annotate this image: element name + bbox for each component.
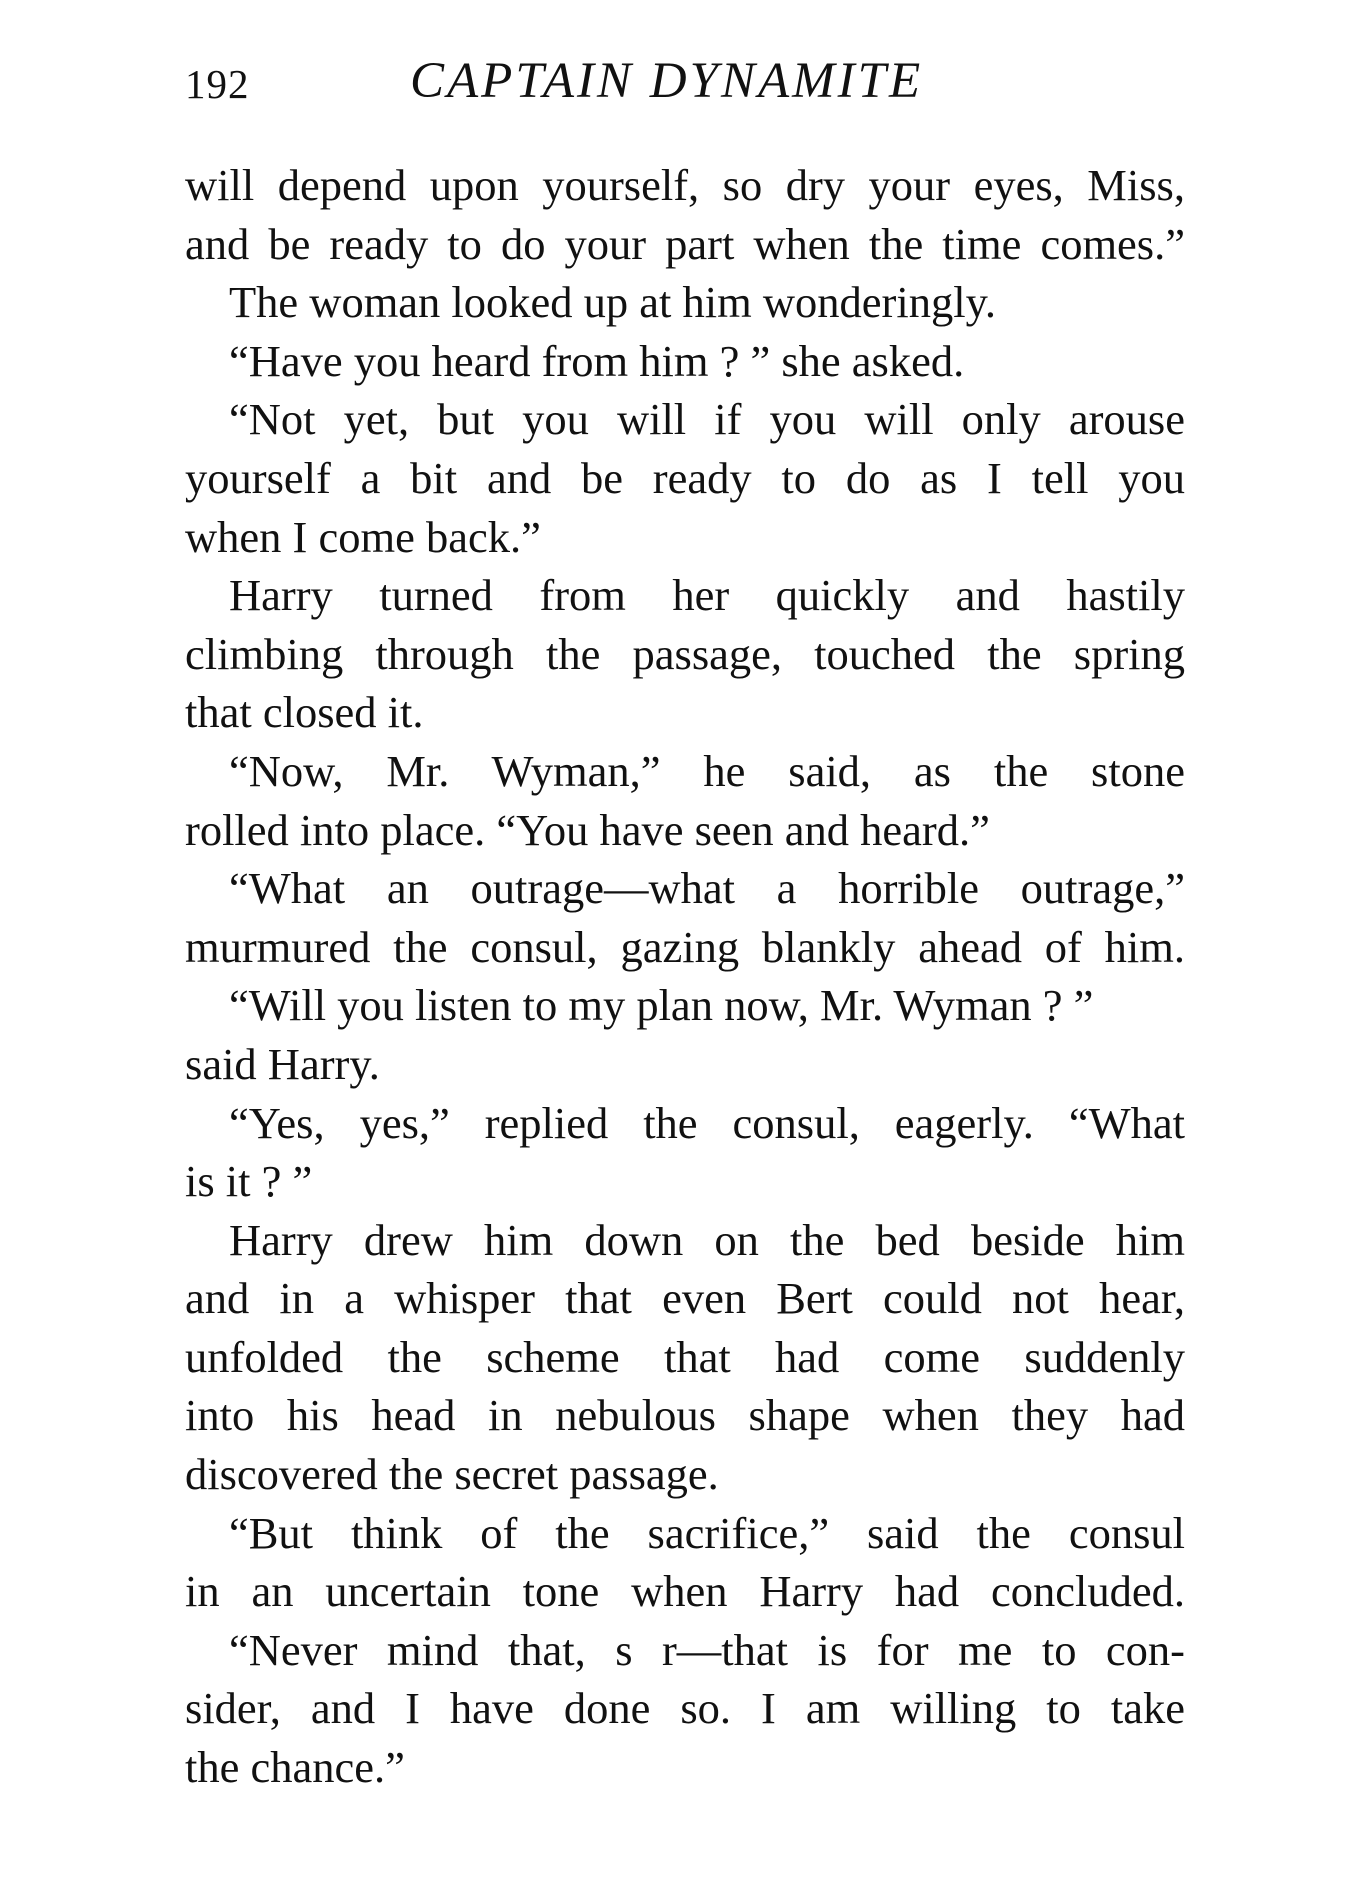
page-number: 192 xyxy=(185,61,250,107)
text-line: when I come back.” xyxy=(185,511,541,562)
text-line: sider, and I have done so. I am willing to take xyxy=(185,1683,1185,1734)
text-line: into his head in nebulous shape when they had xyxy=(185,1390,1185,1441)
body-text xyxy=(185,156,1185,1797)
text-line: in an uncertain tone when Harry had concluded. xyxy=(185,1566,1185,1617)
running-title: CAPTAIN DYNAMITE xyxy=(410,53,924,109)
text-line: discovered the secret passage. xyxy=(185,1449,719,1500)
text-line: “But think of the sacrifice,” said the consul xyxy=(229,1507,1185,1558)
text-line: climbing through the passage, touched the spring xyxy=(185,628,1185,679)
text-line: Harry drew him down on the bed beside him xyxy=(229,1214,1185,1265)
text-line: murmured the consul, gazing blankly ahead of him. xyxy=(185,921,1185,972)
text-line: “Yes, yes,” replied the consul, eagerly. “What xyxy=(229,1097,1185,1148)
text-line: “Will you listen to my plan now, Mr. Wyman ? ” xyxy=(229,980,1094,1031)
text-line: yourself a bit and be ready to do as I tell you xyxy=(185,452,1185,503)
text-line: the chance.” xyxy=(185,1742,405,1793)
text-line: “Never mind that, s r—that is for me to con- xyxy=(229,1624,1185,1675)
text-line: “Not yet, but you will if you will only arouse xyxy=(229,394,1185,445)
text-line: “Now, Mr. Wyman,” he said, as the stone xyxy=(229,745,1185,796)
text-line: and be ready to do your part when the time comes.” xyxy=(185,218,1185,269)
text-line: “What an outrage—what a horrible outrage,” xyxy=(229,863,1185,914)
text-line: The woman looked up at him wonderingly. xyxy=(229,277,997,328)
text-line: rolled into place. “You have seen and heard.” xyxy=(185,804,990,855)
page-header xyxy=(185,48,1185,128)
text-line: is it ? ” xyxy=(185,1156,313,1207)
text-line: said Harry. xyxy=(185,1038,380,1089)
text-line: that closed it. xyxy=(185,687,424,738)
text-line: Harry turned from her quickly and hastily xyxy=(229,570,1185,621)
text-line: unfolded the scheme that had come suddenly xyxy=(185,1331,1185,1382)
text-line: and in a whisper that even Bert could not hear, xyxy=(185,1273,1185,1324)
text-line: “Have you heard from him ? ” she asked. xyxy=(229,335,965,386)
text-line: will depend upon yourself, so dry your eyes, Miss, xyxy=(185,160,1185,210)
